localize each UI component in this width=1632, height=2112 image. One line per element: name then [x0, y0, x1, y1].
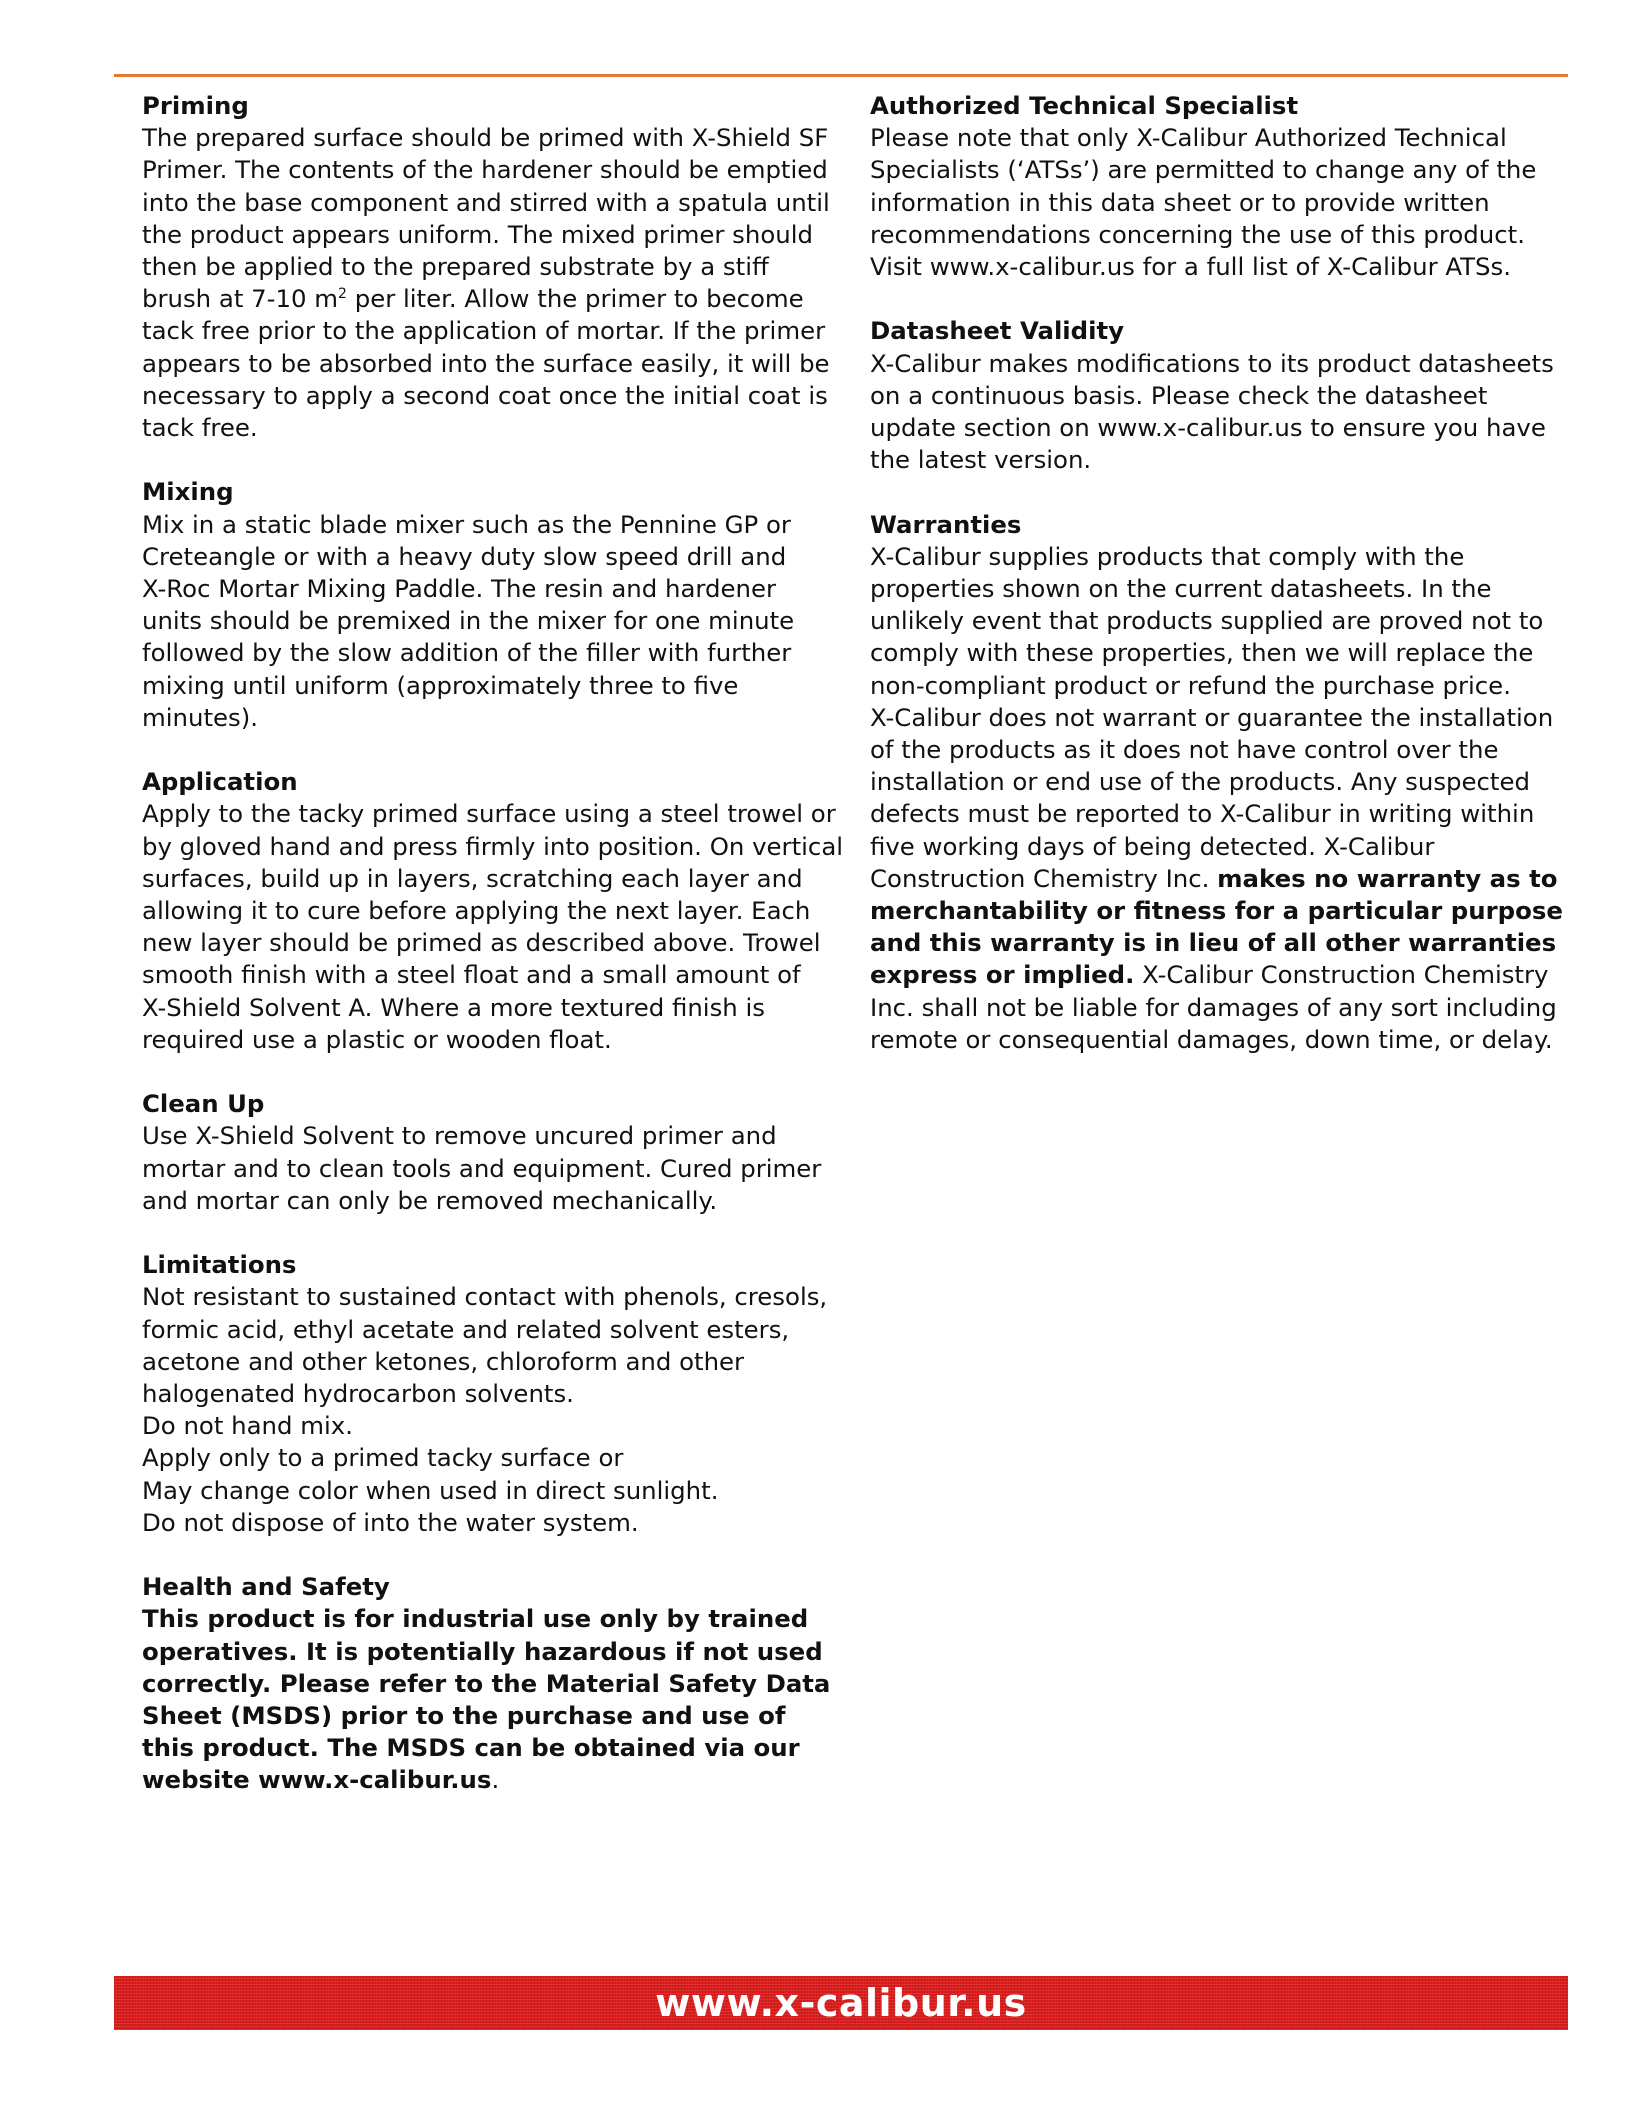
body-line: Please note that only X-Calibur Authorized Technical	[870, 123, 1507, 153]
body-line: surfaces, build up in layers, scratching each layer and	[142, 863, 803, 893]
warranty-mixed-line	[870, 863, 1560, 895]
safety-website: website www.x-calibur.us	[142, 1765, 492, 1795]
body-line: unlikely event that products supplied are proved not to	[870, 606, 1544, 636]
body-line: mixing until uniform (approximately three to five	[142, 670, 739, 700]
validity-heading: Datasheet Validity	[870, 316, 1125, 346]
body-line: Creteangle or with a heavy duty slow speed drill and	[142, 541, 787, 571]
body-line: allowing it to cure before applying the next layer. Each	[142, 896, 811, 926]
body-line: defects must be reported to X-Calibur in writing within	[870, 799, 1535, 829]
body-line: smooth finish with a steel float and a small amount of	[142, 960, 801, 990]
body-line: Inc. shall not be liable for damages of any sort including	[870, 992, 1557, 1022]
limitations-section	[142, 1249, 828, 1539]
warranty-mixed-normal: Construction Chemistry Inc.	[870, 863, 1218, 893]
limitations-heading: Limitations	[142, 1250, 297, 1280]
coverage-pre: brush at 7-10 m	[142, 284, 339, 314]
body-line: Apply only to a primed tacky surface or	[142, 1443, 624, 1473]
priming-heading: Priming	[142, 91, 249, 120]
body-line: X-Roc Mortar Mixing Paddle. The resin and hardener	[142, 574, 776, 604]
footer-website-link[interactable]: www.x-calibur.us	[655, 1981, 1027, 2025]
coverage-post: per liter. Allow the primer to become	[346, 284, 804, 314]
body-line: the latest version.	[870, 445, 1092, 475]
body-line: remote or consequential damages, down time, or delay.	[870, 1024, 1553, 1054]
body-line: X-Calibur supplies products that comply with the	[870, 541, 1465, 571]
right-column	[870, 90, 1563, 1088]
body-line: information in this data sheet or to provide written	[870, 187, 1490, 217]
clean-up-section	[142, 1088, 822, 1217]
body-line: The prepared surface should be primed with X-Shield SF	[142, 123, 829, 153]
body-line: acetone and other ketones, chloroform and other	[142, 1346, 745, 1376]
clean-up-heading: Clean Up	[142, 1089, 265, 1119]
safety-period: .	[491, 1765, 500, 1795]
warranty-bold-line: and this warranty is in lieu of all other warranties	[870, 928, 1557, 958]
safety-last-line	[142, 1764, 822, 1796]
body-line: recommendations concerning the use of this product.	[870, 219, 1525, 249]
body-line: comply with these properties, then we will replace the	[870, 638, 1534, 668]
application-section	[142, 766, 844, 1056]
coverage-superscript: 2	[338, 286, 347, 303]
body-line: into the base component and stirred with a spatula until	[142, 187, 830, 217]
safety-line: operatives. It is potentially hazardous if not used	[142, 1636, 823, 1666]
body-line: then be applied to the prepared substrate by a stiff	[142, 252, 769, 282]
ats-section	[870, 90, 1560, 283]
warranty-express-line	[870, 959, 1560, 991]
body-line: appears to be absorbed into the surface easily, it will be	[142, 348, 830, 378]
body-line: non-compliant product or refund the purchase price.	[870, 670, 1511, 700]
body-line: formic acid, ethyl acetate and related solvent esters,	[142, 1314, 790, 1344]
body-line: X-Calibur makes modifications to its product datasheets	[870, 348, 1554, 378]
body-line: five working days of being detected. X-Calibur	[870, 831, 1435, 861]
body-line: by gloved hand and press firmly into position. On vertical	[142, 831, 844, 861]
coverage-line	[142, 283, 822, 315]
priming-section	[142, 90, 830, 444]
body-line: tack free.	[142, 413, 258, 443]
body-line: May change color when used in direct sunlight.	[142, 1475, 719, 1505]
body-line: properties shown on the current datasheets. In the	[870, 574, 1492, 604]
body-line: the product appears uniform. The mixed primer should	[142, 219, 813, 249]
body-line: X-Shield Solvent A. Where a more textured finish is	[142, 992, 765, 1022]
body-line: Apply to the tacky primed surface using a steel trowel or	[142, 799, 836, 829]
body-line: halogenated hydrocarbon solvents.	[142, 1379, 574, 1409]
body-line: tack free prior to the application of mortar. If the primer	[142, 316, 826, 346]
body-line: Mix in a static blade mixer such as the Pennine GP or	[142, 509, 791, 539]
health-and-safety-section	[142, 1571, 831, 1796]
body-line: Do not hand mix.	[142, 1411, 353, 1441]
body-line: necessary to apply a second coat once the initial coat is	[142, 380, 828, 410]
body-line: Visit www.x-calibur.us for a full list of X-Calibur ATSs.	[870, 252, 1511, 282]
body-line: Primer. The contents of the hardener should be emptied	[142, 155, 828, 185]
validity-section	[870, 315, 1560, 476]
warranties-section	[870, 509, 1563, 1056]
warranties-heading: Warranties	[870, 509, 1022, 539]
application-heading: Application	[142, 767, 298, 797]
mixing-section	[142, 476, 822, 734]
health-and-safety-heading: Health and Safety	[142, 1572, 390, 1602]
body-line: units should be premixed in the mixer for one minute	[142, 606, 795, 636]
safety-line: This product is for industrial use only by trained	[142, 1604, 809, 1634]
body-line: followed by the slow addition of the filler with further	[142, 638, 792, 668]
safety-line: correctly. Please refer to the Material Safety Data	[142, 1668, 831, 1698]
body-line: on a continuous basis. Please check the datasheet	[870, 380, 1488, 410]
warranty-express-bold: express or implied.	[870, 960, 1135, 990]
ats-heading: Authorized Technical Specialist	[870, 91, 1299, 120]
body-line: required use a plastic or wooden float.	[142, 1024, 612, 1054]
footer-band	[114, 1976, 1568, 2030]
safety-line: this product. The MSDS can be obtained via our	[142, 1733, 800, 1763]
body-line: minutes).	[142, 702, 258, 732]
body-line: Specialists (‘ATSs’) are permitted to change any of the	[870, 155, 1537, 185]
safety-line: Sheet (MSDS) prior to the purchase and use of	[142, 1701, 786, 1731]
body-line: X-Calibur does not warrant or guarantee the installation	[870, 702, 1554, 732]
warranty-express-normal: X-Calibur Construction Chemistry	[1134, 960, 1549, 990]
body-line: mortar and to clean tools and equipment. Cured primer	[142, 1153, 822, 1183]
warranty-mixed-bold: makes no warranty as to	[1217, 863, 1558, 893]
body-line: Use X-Shield Solvent to remove uncured primer and	[142, 1121, 777, 1151]
body-line: new layer should be primed as described above. Trowel	[142, 928, 821, 958]
body-line: installation or end use of the products. Any suspected	[870, 767, 1530, 797]
top-divider-rule	[114, 74, 1568, 77]
body-line: Not resistant to sustained contact with phenols, cresols,	[142, 1282, 828, 1312]
left-column	[142, 90, 844, 1829]
body-line: update section on www.x-calibur.us to ensure you have	[870, 413, 1546, 443]
mixing-heading: Mixing	[142, 477, 234, 507]
body-line: and mortar can only be removed mechanically.	[142, 1185, 718, 1215]
body-line: Do not dispose of into the water system.	[142, 1507, 639, 1537]
warranty-bold-line: merchantability or fitness for a particular purpose	[870, 896, 1563, 926]
body-line: of the products as it does not have control over the	[870, 735, 1499, 765]
